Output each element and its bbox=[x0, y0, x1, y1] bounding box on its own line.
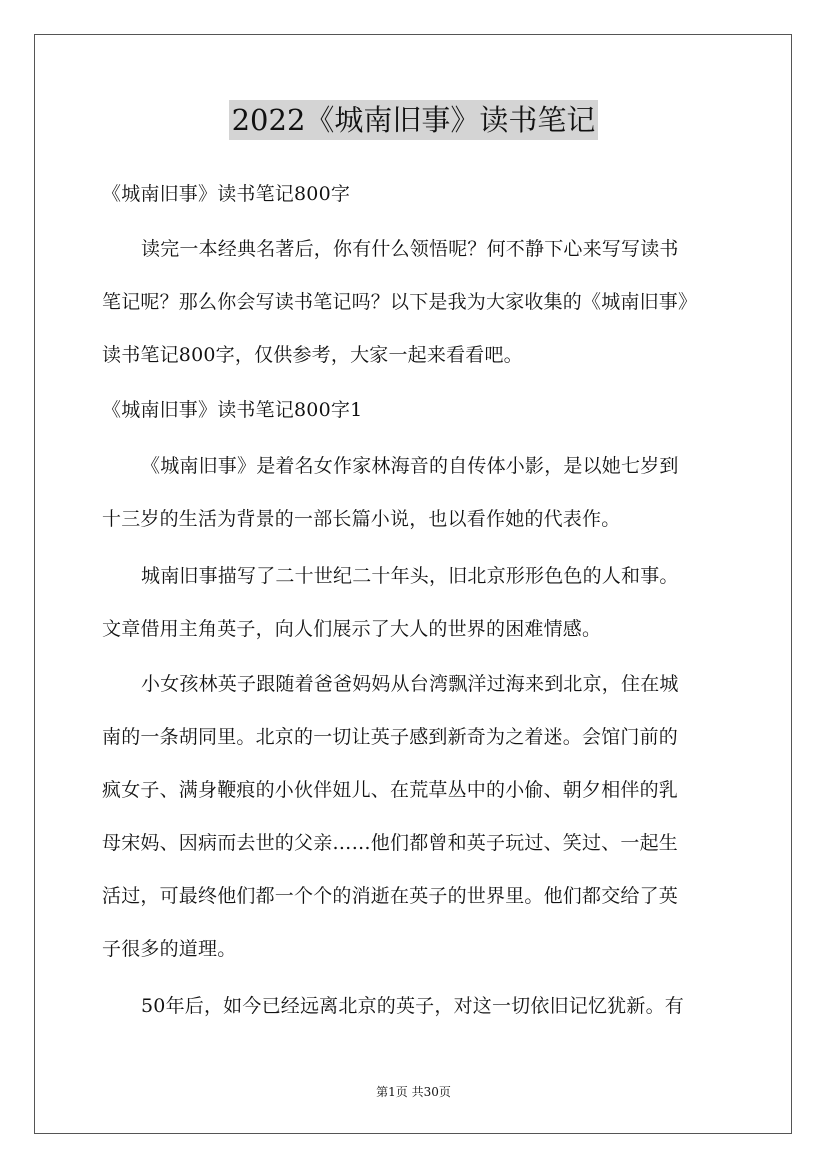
paragraph-line: 疯女子、满身鞭痕的小伙伴妞儿、在荒草丛中的小偷、朝夕相伴的乳 bbox=[102, 779, 679, 801]
paragraph-line: 读书笔记800字，仅供参考，大家一起来看看吧。 bbox=[102, 344, 523, 366]
title-container bbox=[0, 100, 827, 140]
paragraph-line: 小女孩林英子跟随着爸爸妈妈从台湾飘洋过海来到北京，住在城 bbox=[141, 673, 679, 695]
paragraph-line: 《城南旧事》是着名女作家林海音的自传体小影，是以她七岁到 bbox=[141, 455, 679, 477]
document-title: 2022《城南旧事》读书笔记 bbox=[229, 100, 599, 140]
paragraph-line: 母宋妈、因病而去世的父亲……他们都曾和英子玩过、笑过、一起生 bbox=[102, 832, 679, 854]
paragraph-line: 文章借用主角英子，向人们展示了大人的世界的困难情感。 bbox=[102, 618, 602, 640]
page-footer: 第1页 共30页 bbox=[376, 1085, 451, 1099]
paragraph-line: 南的一条胡同里。北京的一切让英子感到新奇为之着迷。会馆门前的 bbox=[102, 726, 679, 748]
paragraph-line: 子很多的道理。 bbox=[102, 938, 237, 960]
paragraph-line: 50年后，如今已经远离北京的英子，对这一切依旧记忆犹新。有 bbox=[141, 995, 684, 1017]
paragraph-line: 活过，可最终他们都一个个的消逝在英子的世界里。他们都交给了英 bbox=[102, 885, 679, 907]
subheading: 《城南旧事》读书笔记800字 bbox=[102, 183, 351, 205]
paragraph-line: 读完一本经典名著后，你有什么领悟呢？何不静下心来写写读书 bbox=[141, 238, 679, 260]
paragraph-line: 城南旧事描写了二十世纪二十年头，旧北京形形色色的人和事。 bbox=[141, 565, 679, 587]
paragraph-line: 十三岁的生活为背景的一部长篇小说，也以看作她的代表作。 bbox=[102, 508, 621, 530]
subheading: 《城南旧事》读书笔记800字1 bbox=[102, 399, 363, 421]
paragraph-line: 笔记呢？那么你会写读书笔记吗？以下是我为大家收集的《城南旧事》 bbox=[102, 291, 698, 313]
